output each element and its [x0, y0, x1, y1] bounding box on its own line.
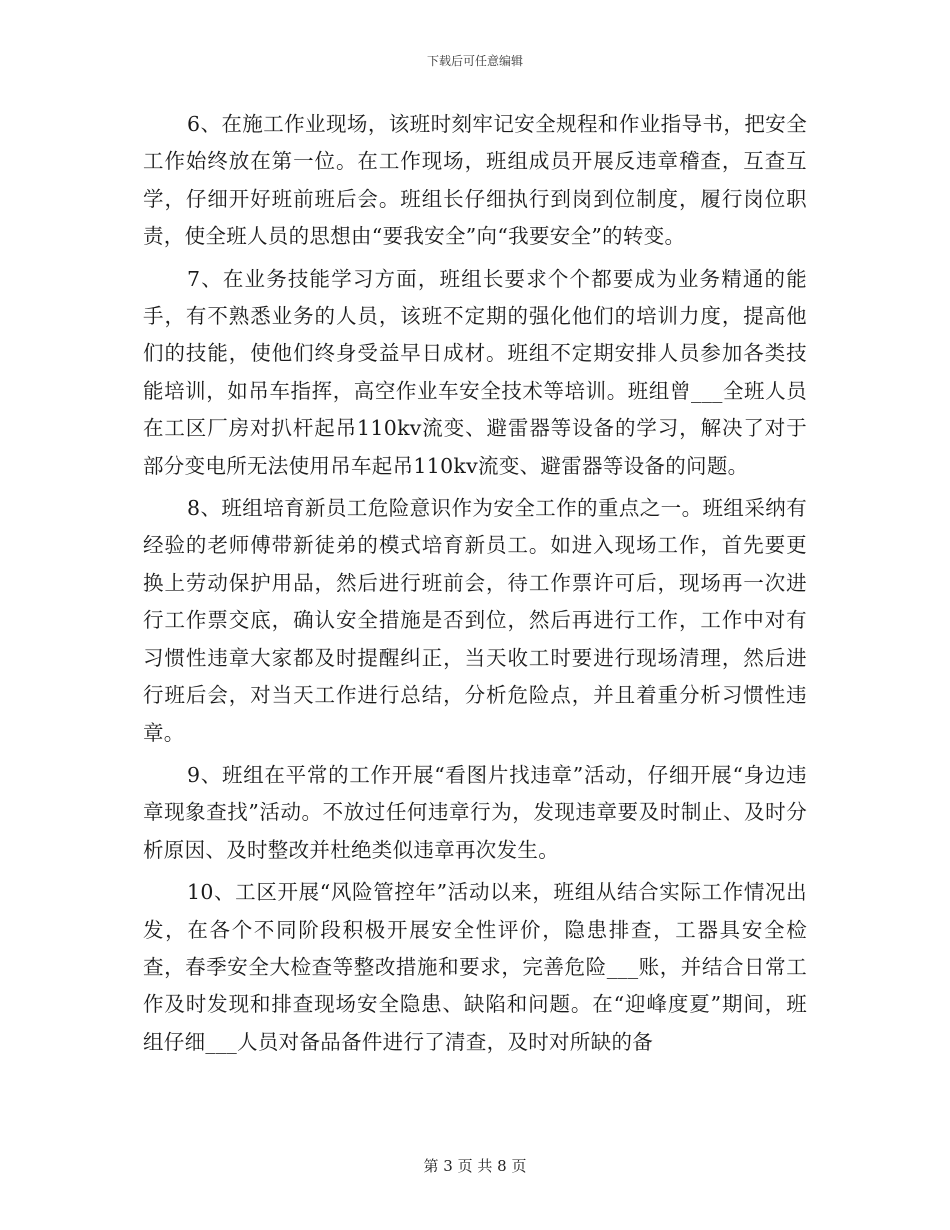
document-body: [143, 106, 807, 1066]
page-number: 第 3 页 共 8 页: [423, 1157, 527, 1175]
paragraph-8: 8、班组培育新员工危险意识作为安全工作的重点之一。班组采纳有经验的老师傅带新徒弟的模式培育新员工。如进入现场工作，首先要更换上劳动保护用品，然后进行班前会，待工作票许可后，现场再一次进行工作票交底，确认安全措施是否到位，然后再进行工作，工作中对有习惯性违章大家都及时提醒纠正，当天收工时要进行现场清理，然后进行班后会，对当天工作进行总结，分析危险点，并且着重分析习惯性违章。: [143, 496, 807, 745]
paragraph-10: 10、工区开展“风险管控年”活动以来，班组从结合实际工作情况出发，在各个不同阶段积极开展安全性评价，隐患排查，工器具安全检查，春季安全大检查等整改措施和要求，完善危险___账，并结合日常工作及时发现和排查现场安全隐患、缺陷和问题。在“迎峰度夏”期间，班组仔细___人员对备品备件进行了清查，及时对所缺的备: [143, 880, 807, 1054]
paragraph-7: 7、在业务技能学习方面，班组长要求个个都要成为业务精通的能手，有不熟悉业务的人员，该班不定期的强化他们的培训力度，提高他们的技能，使他们终身受益早日成材。班组不定期安排人员参加各类技能培训，如吊车指挥，高空作业车安全技术等培训。班组曾___全班人员在工区厂房对扒杆起吊110kv流变、避雷器等设备的学习，解决了对于部分变电所无法使用吊车起吊110kv流变、避雷器等设备的问题。: [143, 266, 807, 478]
paragraph-9: 9、班组在平常的工作开展“看图片找违章”活动，仔细开展“身边违章现象查找”活动。不放过任何违章行为，发现违章要及时制止、及时分析原因、及时整改并杜绝类似违章再次发生。: [143, 762, 807, 862]
paragraph-6: 6、在施工作业现场，该班时刻牢记安全规程和作业指导书，把安全工作始终放在第一位。在工作现场，班组成员开展反违章稽查，互查互学，仔细开好班前班后会。班组长仔细执行到岗到位制度，履行岗位职责，使全班人员的思想由“要我安全”向“我要安全”的转变。: [143, 112, 807, 249]
page-header-note: 下载后可任意编辑: [426, 54, 523, 68]
